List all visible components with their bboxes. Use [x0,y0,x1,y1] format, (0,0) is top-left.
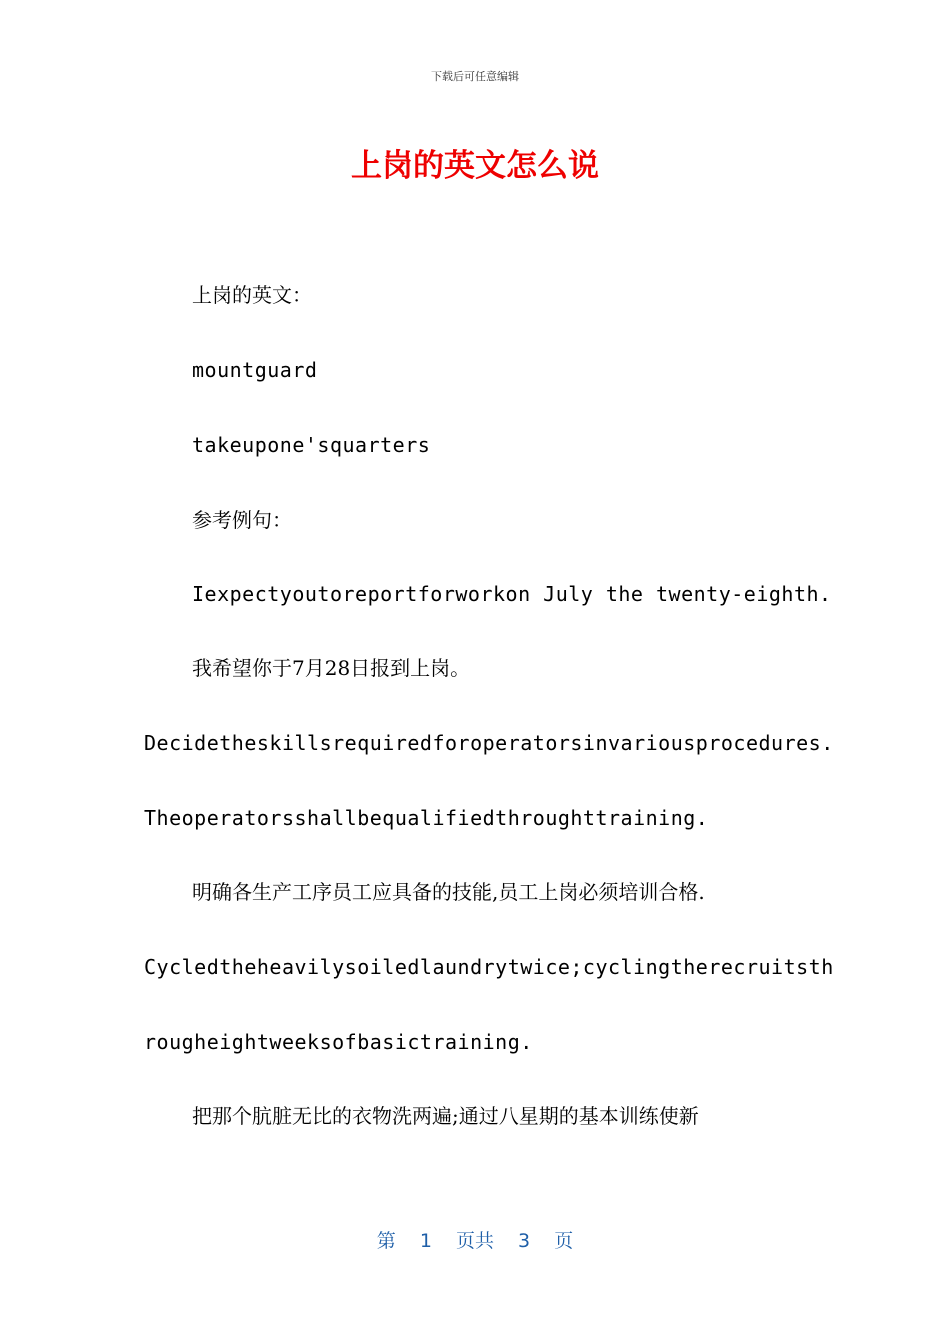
paragraph-example-heading: 参考例句： [192,508,292,532]
page-header-note: 下载后可任意编辑 [431,70,519,83]
paragraph-example-en-3b: rougheightweeksofbasictraining. [144,1030,533,1054]
paragraph-en-term-2: takeupone'squarters [192,433,431,457]
paragraph-example-en-1: Iexpectyoutoreportforworkon July the twenty-eighth. [192,582,832,606]
paragraph-example-en-2a: Decidetheskillsrequiredforoperatorsinvariousprocedures. [144,731,834,755]
paragraph-example-cn-1: 我希望你于7月28日报到上岗。 [192,656,471,680]
paragraph-cn-heading: 上岗的英文： [192,283,312,307]
document-title: 上岗的英文怎么说 [351,148,599,184]
footer-current-page: 1 [419,1230,432,1252]
footer-middle: 页共 [455,1230,494,1252]
paragraph-example-en-3a: Cycledtheheavilysoiledlaundrytwice;cyclingtherecruitsth [144,955,834,979]
footer-prefix: 第 [376,1230,396,1252]
paragraph-en-term-1: mountguard [192,358,318,382]
paragraph-example-cn-2: 明确各生产工序员工应具备的技能,员工上岗必须培训合格. [192,880,705,904]
paragraph-example-en-2b: Theoperatorsshallbequalifiedthroughttraining. [144,806,709,830]
page-footer [0,1226,950,1253]
footer-suffix: 页 [554,1230,574,1252]
paragraph-example-cn-3: 把那个肮脏无比的衣物洗两遍;通过八星期的基本训练使新 [192,1104,699,1128]
footer-total-pages: 3 [518,1230,531,1252]
